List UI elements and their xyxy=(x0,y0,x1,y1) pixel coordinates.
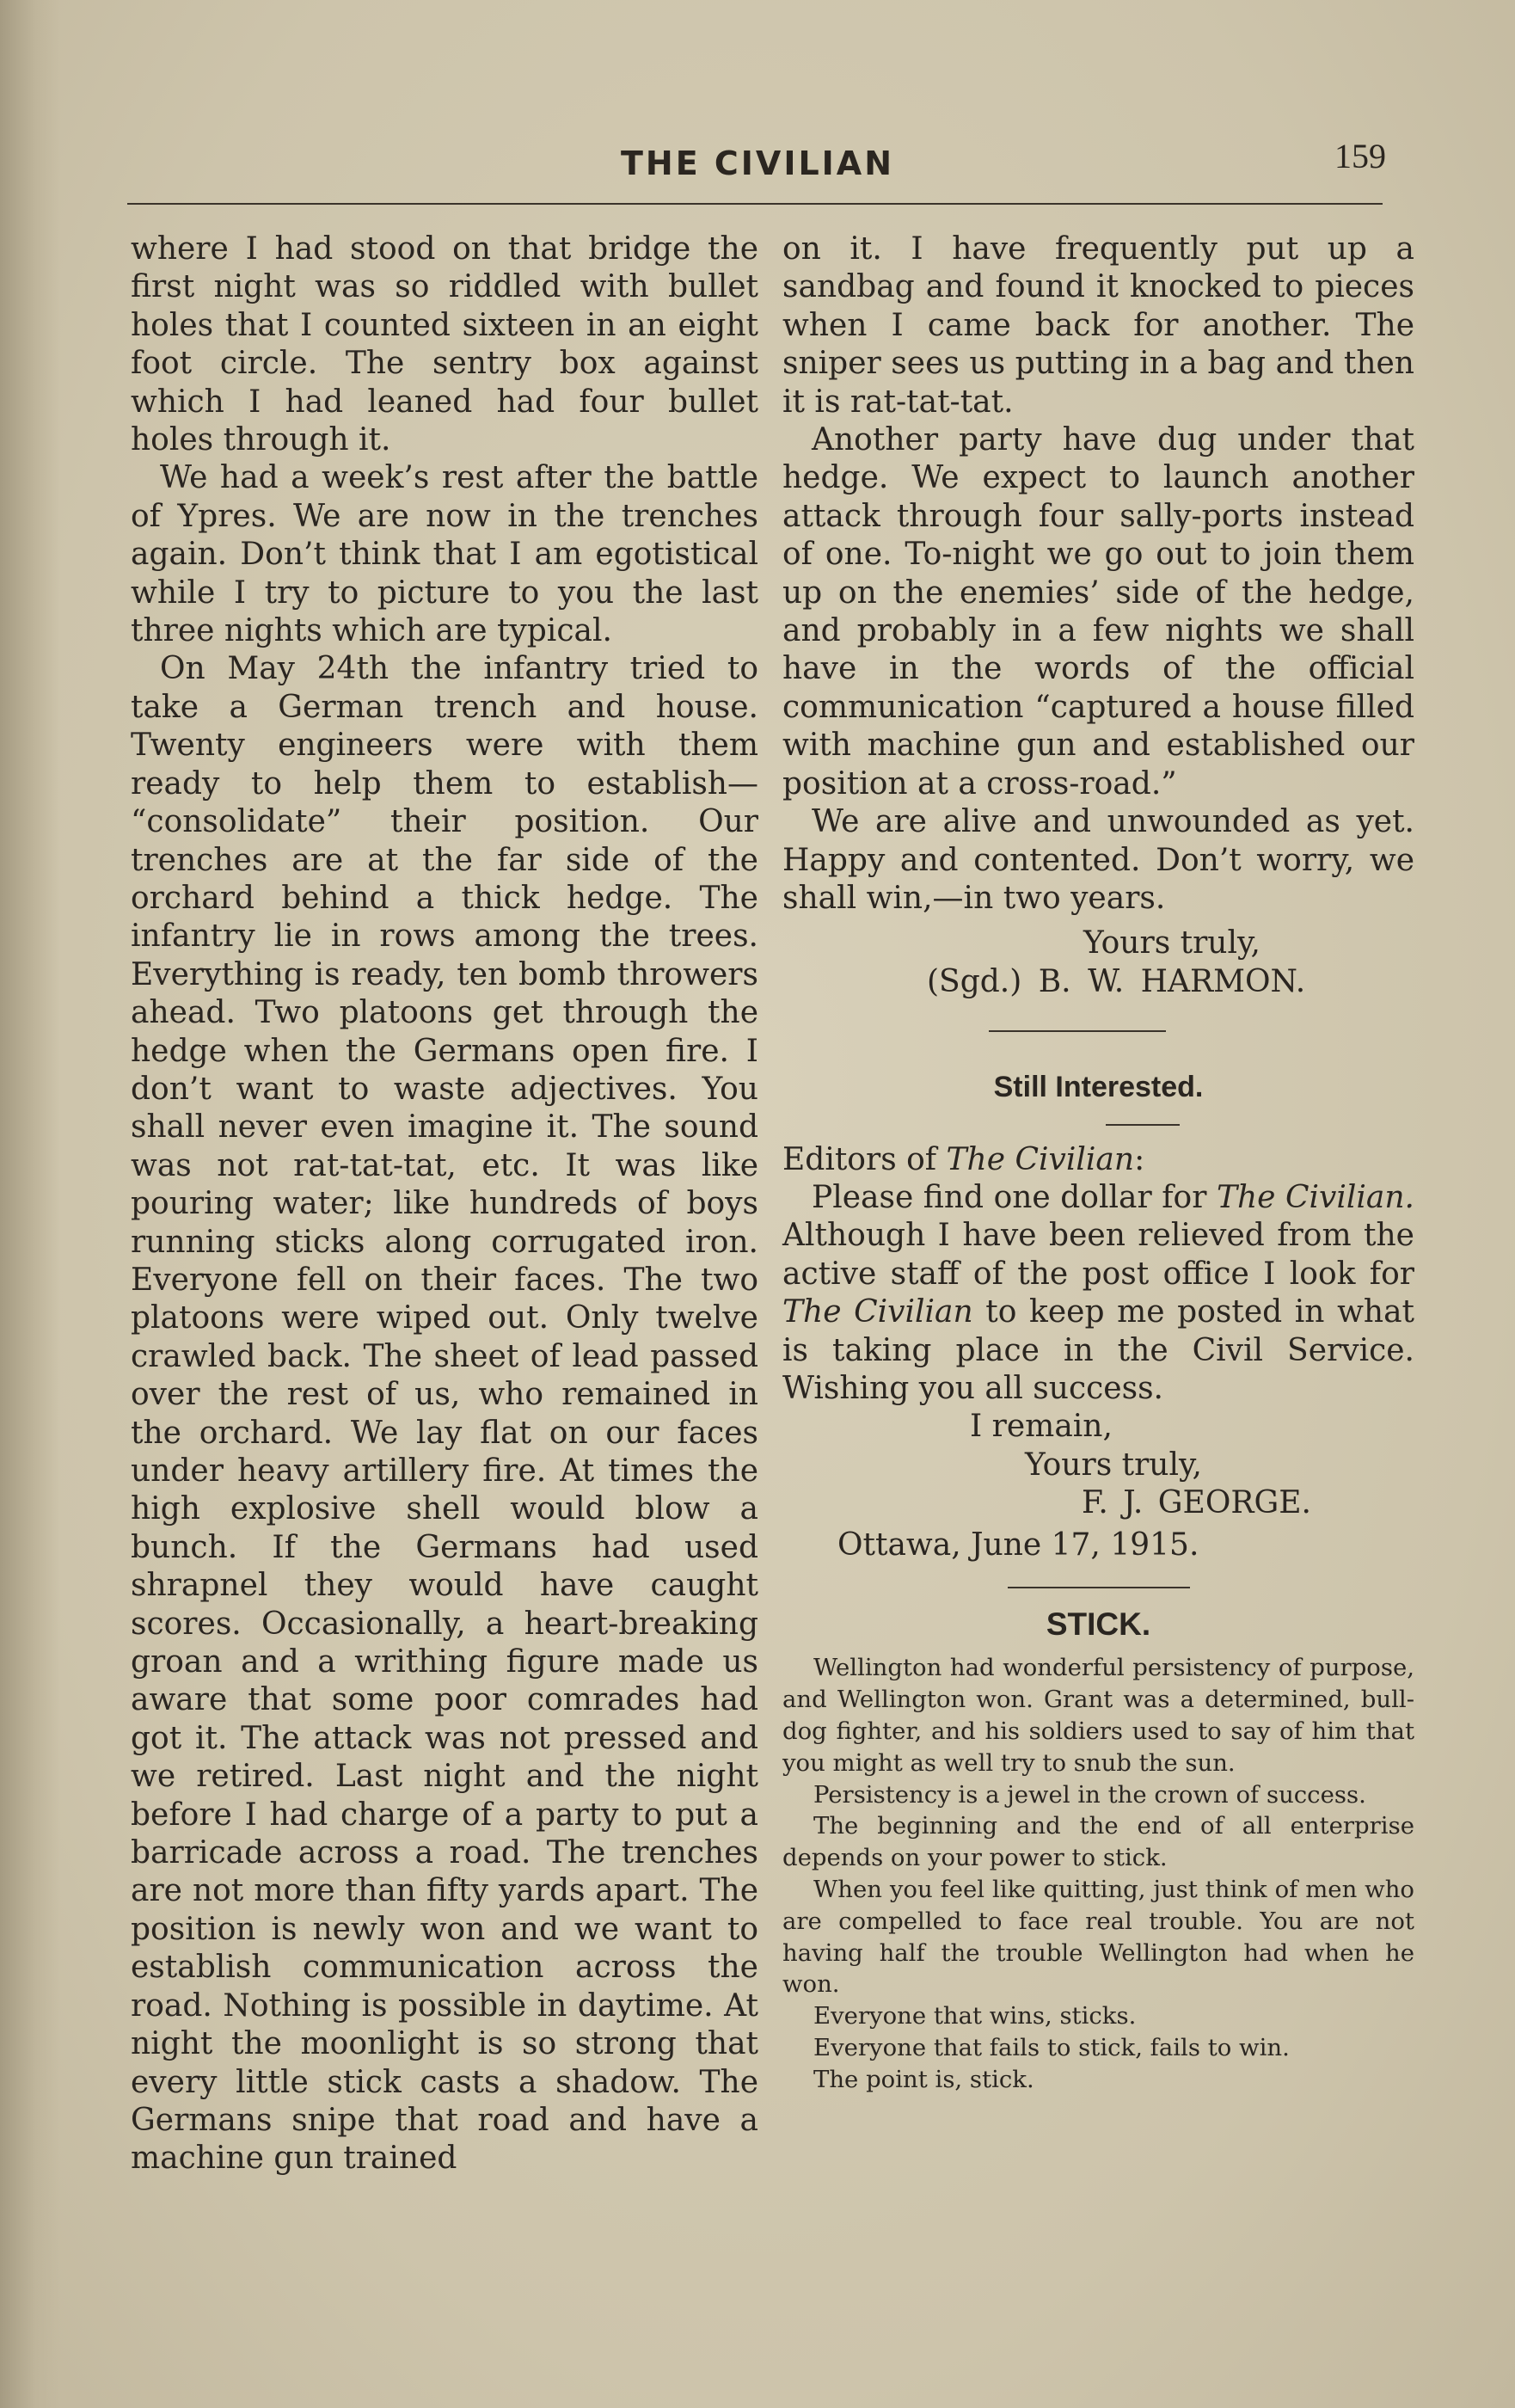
letter-signature: F. J. GEORGE. xyxy=(1082,1485,1311,1521)
paragraph: on it. I have frequently put up a sandbag and found it knocked to pieces when I came back for another. The sniper sees us putting in a bag and then it is rat-tat-tat. xyxy=(782,231,1414,420)
paragraph: We are alive and unwounded as yet. Happy and contented. Don’t worry, we shall win,—in two years. xyxy=(782,804,1414,916)
letter-signature: (Sgd.) B. W. HARMON. xyxy=(927,963,1306,999)
paragraph: The point is, stick. xyxy=(813,2065,1034,2093)
section-heading-still-interested: Still Interested. xyxy=(993,1071,1204,1104)
paragraph: Persistency is a jewel in the crown of success. xyxy=(813,1780,1366,1809)
heading-underline xyxy=(1106,1124,1180,1126)
left-column xyxy=(131,230,758,2178)
paragraph: Wellington had wonderful persistency of purpose, and Wellington won. Grant was a determined, bull-dog fighter, and his soldiers used to say of him that you might as well try to snub the sun. xyxy=(782,1654,1414,1777)
letter-closing: Yours truly, xyxy=(1083,925,1260,961)
header-rule xyxy=(127,203,1383,205)
letter-still-interested xyxy=(782,1141,1414,1564)
stick-article xyxy=(782,1652,1414,2095)
right-column xyxy=(782,230,1414,2096)
paragraph: When you feel like quitting, just think of men who are compelled to face real trouble. You are not having half the trouble Wellington had when he won. xyxy=(782,1875,1414,1999)
letter-body: Please find one dollar for The Civilian. Although I have been relieved from the active staff of the post office I look for The Civilian to keep me posted in what is taking place in the Civil Service. Wishing you all success. xyxy=(782,1179,1415,1406)
letter-dateline: Ottawa, June 17, 1915. xyxy=(837,1526,1199,1563)
letter-closing: Yours truly, xyxy=(1025,1447,1202,1483)
paragraph: On May 24th the infantry tried to take a German trench and house. Twenty engineers were with them ready to help them to establish— “consolidate” their position. Our trenches are at the far side of the orchard behind a thick hedge. The infantry lie in rows among the trees. Everything is ready, ten bomb throwers ahead. Two platoons get through the hedge when the Germans open fire. I don’t want to waste adjectives. You shall never even imagine it. The sound was not rat-tat-tat, etc. It was like pouring water; like hundreds of boys running sticks along corrugated iron. Everyone fell on their faces. The two platoons were wiped out. Only twelve crawled back. The sheet of lead passed over the rest of us, who remained in the orchard. We lay flat on our faces under heavy artillery fire. At times the high explosive shell would blow a bunch. If the Germans had used shrapnel they would have caught scores. Occasionally, a heart-breaking groan and a writhing figure made us aware that some poor comrades had got it. The attack was not pressed and we retired. Last night and the night before I had charge of a party to put a barricade across a road. The trenches are not more than fifty yards apart. The position is newly won and we want to establish communication across the road. Nothing is possible in daytime. At night the moonlight is so strong that every little stick casts a shadow. The Germans snipe that road and have a machine gun trained xyxy=(131,651,758,2177)
page-spine-shadow xyxy=(0,0,60,2408)
publication-title: The Civilian xyxy=(946,1141,1135,1177)
letter-remain: I remain, xyxy=(970,1409,1113,1445)
paragraph: Another party have dug under that hedge. We expect to launch another attack through four sally-ports instead of one. To-night we go out to join them up on the enemies’ side of the hedge, and probably in a few nights we shall have in the words of the official communication “captured a house filled with machine gun and established our position at a cross-road.” xyxy=(782,422,1414,802)
publication-title: The Civilian xyxy=(782,1294,973,1330)
publication-title: The Civilian. xyxy=(1216,1179,1414,1215)
paragraph: Everyone that wins, sticks. xyxy=(813,2002,1137,2030)
letter-salutation: Editors of The Civilian: xyxy=(782,1141,1145,1177)
paragraph: Everyone that fails to stick, fails to win. xyxy=(813,2033,1290,2061)
section-divider xyxy=(1008,1587,1190,1588)
page-number: 159 xyxy=(1334,137,1386,175)
section-divider xyxy=(989,1030,1166,1032)
paragraph: We had a week’s rest after the battle of Ypres. We are now in the trenches again. Don’t think that I am egotistical while I try to picture to you the last three nights which are typical. xyxy=(131,460,758,649)
paragraph: where I had stood on that bridge the first night was so riddled with bullet holes that I counted sixteen in an eight foot circle. The sentry box against which I had leaned had four bullet holes through it. xyxy=(131,231,758,458)
section-heading-stick: STICK. xyxy=(1046,1606,1151,1642)
running-header-title: THE CIVILIAN xyxy=(620,144,895,182)
paragraph: The beginning and the end of all enterprise depends on your power to stick. xyxy=(782,1812,1414,1872)
